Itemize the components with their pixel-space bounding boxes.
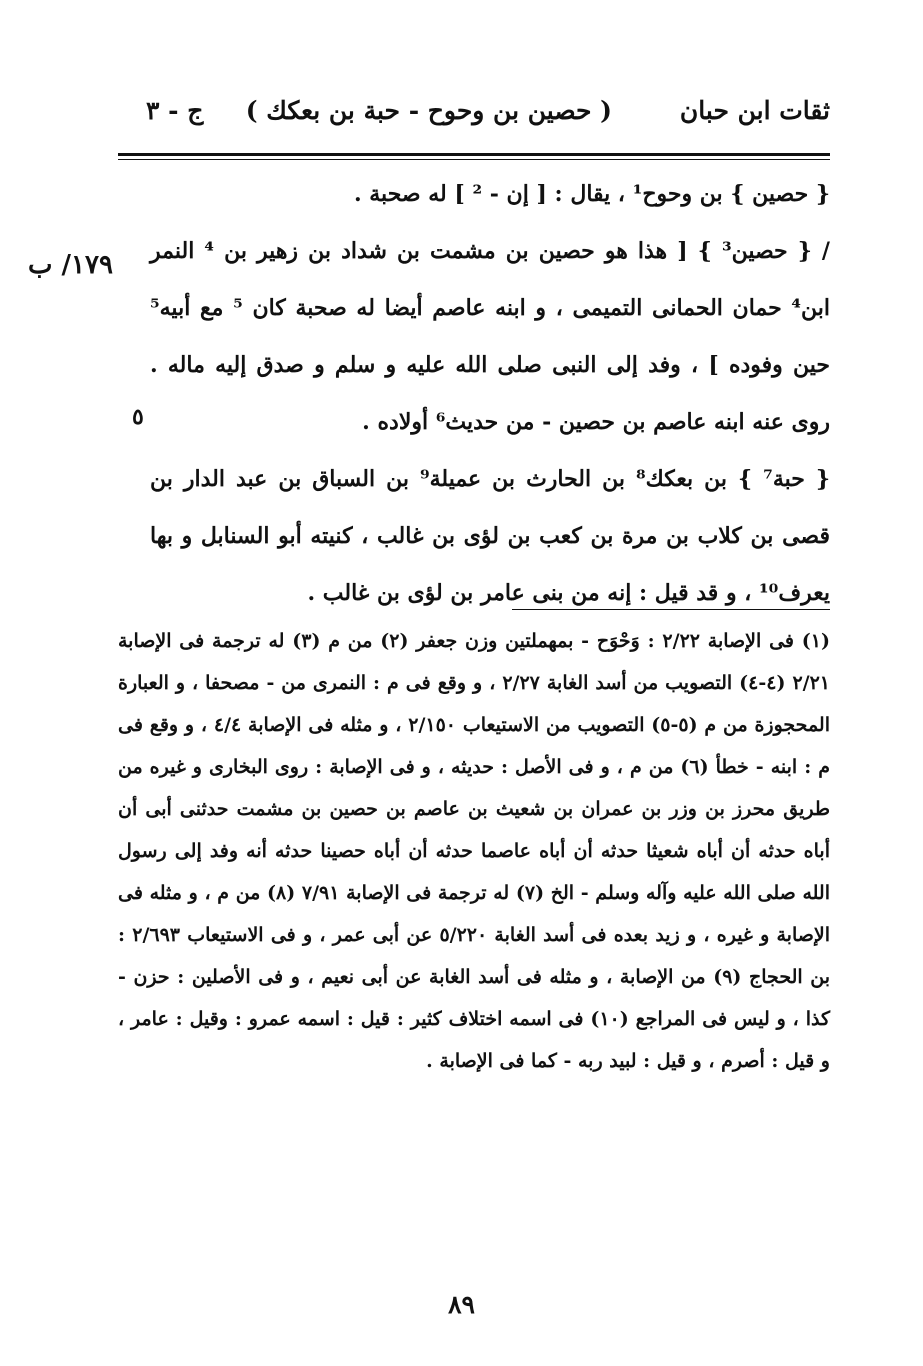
footnote-block: (١) فى الإصابة ٢/٢٢ : وَحْوَح - بمهملتين وزن جعفر (٢) من م (٣) له ترجمة فى الإصابة ٢/٢١ (٤-٤) التصويب من أسد الغابة ٢/٢٧ ، و وقع فى م : النمرى من - مصحفا ، و العبارة المحجوزة من م (٥-٥) التصويب من الاستيعاب ٢/١٥٠ ، و مثله فى الإصابة ٤/٤ ، و وقع فى م : ابنه - خطأ (٦) من م ، و فى الأصل : حديثه ، و فى الإصابة : روى البخارى و غيره من طريق محرز بن وزر بن عمران بن شعيث بن عاصم بن حصين بن مشمت حدثنى أبى أن أباه حدثه أن أباه شعيثا حدثه أن أباه عاصما حدثه أن أباه حصينا حدثه أنه وفد إلى رسول الله صلى الله عليه وآله وسلم - الخ (٧) له ترجمة فى الإصابة ٧/٩١ (٨) من م ، و مثله فى الإصابة و غيره ، و زيد بعده فى أسد الغابة ٥/٢٢٠ عن أبى عمر ، و فى الاستيعاب ٢/٦٩٣ : بن الحجاج (٩) من الإصابة ، و مثله فى أسد الغابة عن أبى نعيم ، و فى الأصلين : حزن - كذا ، و ليس فى المراجع (١٠) فى اسمه اختلاف كثير : قيل : اسمه عمرو : وقيل : عامر ، و قيل : أصرم ، و قيل : لبيد ربه - كما فى الإصابة . <box>118 630 831 1072</box>
volume-label: ج - ٣ <box>146 96 204 125</box>
entry-habba-baakak: { حبة⁷ } بن بعكك⁸ بن الحارث بن عميلة⁹ بن السباق بن عبد الدار بن قصى بن كلاب بن مرة بن كعب بن لؤى بن غالب ، كنيته أبو السنابل و بها يعرف¹⁰ ، و قد قيل : إنه من بنى عامر بن لؤى بن غالب . <box>150 466 831 606</box>
footnote-divider <box>512 609 830 610</box>
entry-husayn-wahwah: { حصين } بن وحوح¹ ، يقال : [ إن - ² ] له صحبة . <box>353 181 830 207</box>
running-header <box>118 88 830 148</box>
book-title: ثقات ابن حبان <box>679 96 830 125</box>
footnotes <box>118 620 830 1082</box>
page-number: ٨٩ <box>448 1290 475 1319</box>
header-rule-thick <box>118 153 830 156</box>
line-number-marker: ٥ <box>132 404 144 430</box>
section-title: ( حصين بن وحوح - حبة بن بعكك ) <box>245 96 612 125</box>
header-rule-thin <box>118 159 830 160</box>
entry-husayn-mushammit: / { حصين³ } [ هذا هو حصين بن مشمت بن شداد بن زهير بن ⁴ النمر ابن⁴ حمان الحمانى التميمى ، و ابنه عاصم أيضا له صحبة كان ⁵ مع أبيه⁵ حين وفوده ] ، وفد إلى النبى صلى الله عليه و سلم و صدق إليه ماله . روى عنه ابنه عاصم بن حصين - من حديث⁶ أولاده . <box>150 238 831 435</box>
main-text <box>150 166 830 622</box>
manuscript-folio-marker: ١٧٩/ ب <box>28 250 113 280</box>
